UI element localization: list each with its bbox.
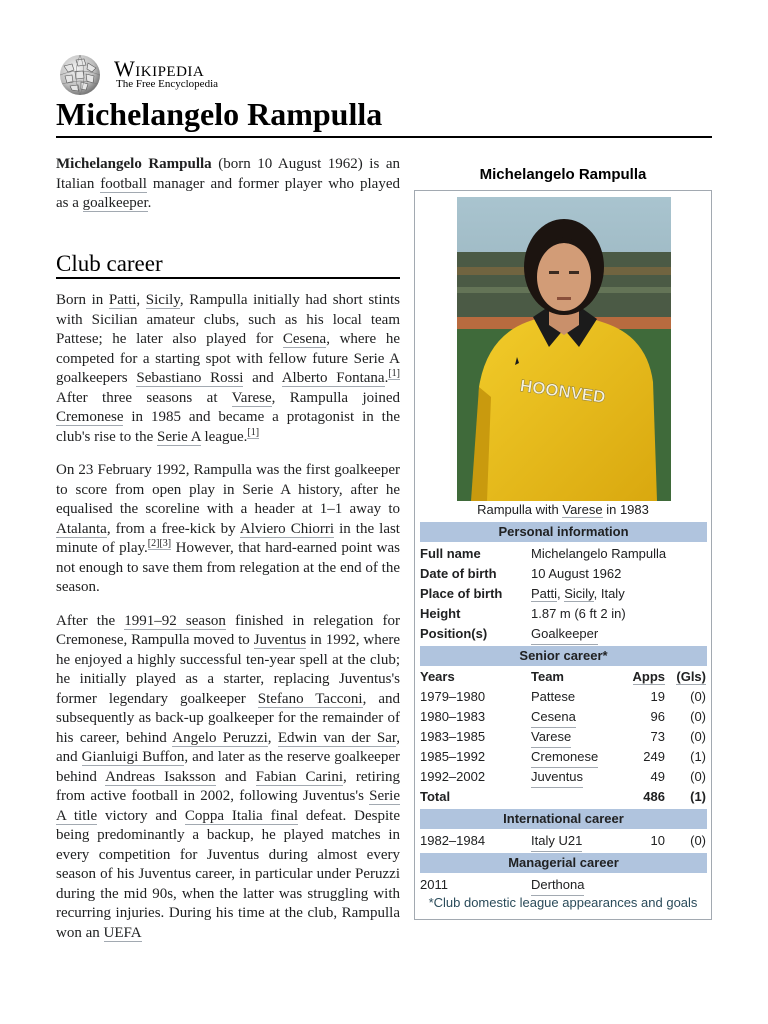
label: Full name bbox=[420, 546, 481, 561]
text: , and subsequently as back-up goalkeeper for the remainder of his career, behind bbox=[56, 690, 400, 746]
site-header bbox=[56, 54, 356, 96]
row-place-of-birth bbox=[420, 584, 707, 604]
text: , bbox=[267, 729, 278, 746]
value: 1.87 m (6 ft 2 in) bbox=[531, 606, 626, 621]
paragraph-2 bbox=[56, 461, 400, 598]
text: , retiring from active football in 2002, following Juventus's bbox=[56, 768, 400, 804]
apps: 19 bbox=[650, 689, 665, 704]
text: , Rampulla joined bbox=[271, 389, 400, 406]
link-stefano-tacconi[interactable]: Stefano Tacconi bbox=[257, 690, 363, 707]
row-height bbox=[420, 604, 707, 624]
text: in 1983 bbox=[602, 502, 649, 517]
infobox-footnote: *Club domestic league appearances and goals bbox=[428, 895, 698, 910]
paragraph-3 bbox=[56, 612, 400, 944]
text: , Rampulla initially had short stints with Sicilian amateur clubs, such as his local team Pattese; he later also played for bbox=[56, 292, 400, 347]
row-position bbox=[420, 624, 707, 644]
link-uefa[interactable]: UEFA bbox=[103, 924, 142, 941]
page-title: Michelangelo Rampulla bbox=[56, 96, 383, 132]
lead-paragraph bbox=[56, 155, 400, 214]
value: Michelangelo Rampulla bbox=[531, 546, 667, 561]
years: 2011 bbox=[420, 877, 448, 892]
citation-3[interactable]: [3] bbox=[159, 538, 172, 549]
text: (born 10 August 1962) is an Italian bbox=[56, 156, 400, 192]
senior-total-row bbox=[420, 787, 707, 807]
link-patti[interactable]: Patti bbox=[108, 292, 137, 308]
col-apps[interactable] bbox=[610, 667, 665, 687]
apps-link[interactable]: Apps bbox=[632, 669, 665, 684]
lead-bold-name: Michelangelo Rampulla bbox=[56, 156, 212, 172]
link-1991-92-season[interactable]: 1991–92 season bbox=[124, 612, 226, 629]
link-juventus[interactable]: Juventus bbox=[253, 632, 307, 648]
link-coppa-italia-final[interactable]: Coppa Italia final bbox=[184, 807, 299, 824]
photo-caption bbox=[415, 502, 711, 517]
team-link-italy-u21[interactable]: Italy U21 bbox=[531, 831, 582, 852]
total-apps: 486 bbox=[643, 789, 665, 804]
text: After three seasons at bbox=[56, 389, 232, 406]
text: On 23 February 1992, Rampulla was the first goalkeeper to score from open play in Serie A history, after he equalised the scoreline with a header at 1–1 away to bbox=[56, 462, 400, 517]
wikipedia-globe-icon[interactable] bbox=[56, 54, 104, 96]
wordmark-name[interactable]: Wikipedia bbox=[114, 56, 205, 81]
text: . bbox=[147, 195, 152, 211]
link-atalanta[interactable]: Atalanta bbox=[56, 520, 107, 537]
total-label: Total bbox=[420, 789, 451, 804]
section-heading-club-career: Club career bbox=[56, 250, 163, 276]
link-angelo-peruzzi[interactable]: Angelo Peruzzi bbox=[172, 729, 268, 746]
text: defeat. Despite being predominantly a backup, he played matches in every competition for Juventus during almost every season of his Juventus career, in particular under Peruzzi during the mid 90s, when the latter was struggling with recurring injuries. During his time at the club, Rampulla won an bbox=[56, 807, 400, 941]
link-goalkeeper[interactable]: goalkeeper bbox=[82, 195, 148, 211]
managerial-career-header: Managerial career bbox=[420, 853, 707, 873]
citation-1b[interactable]: [1] bbox=[247, 426, 260, 438]
label: Height bbox=[420, 606, 461, 621]
citation-1[interactable]: [1] bbox=[388, 368, 400, 379]
gls: (0) bbox=[690, 833, 706, 848]
table-row bbox=[420, 875, 707, 895]
gls: (0) bbox=[690, 769, 706, 784]
text: and bbox=[243, 370, 282, 386]
text: in 1992, where he enjoyed a highly successful ten-year spell at the club; he initially played as a starter, replacing Juventus's former legendary goalkeeper bbox=[56, 632, 401, 707]
apps: 10 bbox=[650, 833, 665, 848]
gls: (1) bbox=[690, 749, 706, 764]
years: 1982–1984 bbox=[420, 833, 486, 848]
link-gianluigi-buffon[interactable]: Gianluigi Buffon bbox=[81, 749, 185, 765]
text: league. bbox=[200, 428, 248, 445]
senior-career-header: Senior career* bbox=[420, 646, 707, 666]
link-football[interactable]: football bbox=[100, 175, 147, 192]
link-serie-a[interactable]: Serie A bbox=[157, 428, 201, 445]
row-date-of-birth bbox=[420, 564, 707, 584]
years: 1980–1983 bbox=[420, 709, 486, 724]
wordmark-tagline: The Free Encyclopedia bbox=[116, 78, 219, 90]
link-sicily[interactable]: Sicily bbox=[145, 292, 180, 308]
text: , where he competed for a starting spot with fellow future Serie A goalkeepers bbox=[56, 331, 400, 386]
text: finished in relegation for Cremonese, Rampulla moved to bbox=[56, 612, 400, 648]
table-row bbox=[420, 707, 707, 727]
link-andreas-isaksson[interactable]: Andreas Isaksson bbox=[105, 768, 216, 785]
infobox-caption: Michelangelo Rampulla bbox=[479, 166, 647, 183]
gls: (0) bbox=[690, 709, 706, 724]
team: Pattese bbox=[531, 689, 576, 704]
link-sebastiano-rossi[interactable]: Sebastiano Rossi bbox=[136, 370, 244, 386]
link-edwin-van-der-sar[interactable]: Edwin van der Sar bbox=[277, 729, 397, 746]
team-link-derthona[interactable]: Derthona bbox=[531, 875, 584, 896]
shirt-sponsor-text: HOONVED bbox=[518, 376, 607, 407]
total-gls: (1) bbox=[690, 789, 706, 804]
apps: 249 bbox=[643, 749, 665, 764]
infobox bbox=[414, 190, 712, 920]
label: Position(s) bbox=[420, 626, 488, 641]
years: 1983–1985 bbox=[420, 729, 486, 744]
link-sicily-infobox[interactable]: Sicily bbox=[564, 586, 594, 601]
value: 10 August 1962 bbox=[531, 566, 622, 581]
team-link-varese[interactable]: Varese bbox=[531, 727, 571, 748]
years: 1992–2002 bbox=[420, 769, 486, 784]
years: 1979–1980 bbox=[420, 689, 486, 704]
table-row bbox=[420, 831, 707, 851]
text: , bbox=[557, 586, 565, 601]
text: Rampulla with bbox=[477, 502, 563, 517]
link-goalkeeper-infobox[interactable]: Goalkeeper bbox=[531, 624, 598, 645]
gls-link[interactable]: (Gls) bbox=[676, 669, 706, 684]
title-divider bbox=[56, 136, 712, 138]
text: Born in bbox=[56, 292, 109, 308]
international-career-header: International career bbox=[420, 809, 707, 829]
value bbox=[531, 584, 625, 604]
link-varese-caption[interactable]: Varese bbox=[562, 502, 603, 517]
gls: (0) bbox=[690, 729, 706, 744]
apps: 96 bbox=[650, 709, 665, 724]
col-team: Team bbox=[531, 669, 564, 684]
text: , and bbox=[56, 729, 401, 765]
text: victory and bbox=[97, 807, 185, 824]
article-body bbox=[56, 155, 400, 957]
col-gls[interactable] bbox=[668, 667, 706, 687]
row-full-name bbox=[420, 544, 707, 564]
text: , Italy bbox=[593, 586, 625, 601]
text: in the last minute of play. bbox=[56, 520, 400, 556]
text: in 1985 and became a protagonist in the club's rise to the bbox=[56, 409, 400, 445]
label: Place of birth bbox=[420, 586, 503, 601]
personal-information-header: Personal information bbox=[420, 522, 707, 542]
link-alviero-chiorri[interactable]: Alviero Chiorri bbox=[239, 520, 335, 537]
section-divider bbox=[56, 277, 400, 279]
text: , and later as the reserve goalkeeper behind bbox=[56, 749, 400, 785]
text: , bbox=[136, 292, 146, 308]
link-cremonese[interactable]: Cremonese bbox=[56, 409, 124, 425]
table-row bbox=[420, 767, 707, 787]
text: However, that hard-earned point was not enough to save them from relegation at the end of the season. bbox=[56, 540, 400, 595]
team-link-juventus[interactable]: Juventus bbox=[531, 767, 583, 788]
team-link-cesena[interactable]: Cesena bbox=[531, 707, 576, 728]
link-fabian-carini[interactable]: Fabian Carini bbox=[255, 768, 344, 785]
table-row bbox=[420, 687, 707, 707]
table-row bbox=[420, 747, 707, 767]
text: After the bbox=[56, 612, 125, 629]
table-row bbox=[420, 727, 707, 747]
text: , from a free-kick by bbox=[106, 520, 240, 537]
gls: (0) bbox=[690, 689, 706, 704]
team-link-cremonese[interactable]: Cremonese bbox=[531, 747, 598, 768]
text: and bbox=[215, 768, 256, 785]
apps: 73 bbox=[650, 729, 665, 744]
years: 1985–1992 bbox=[420, 749, 486, 764]
text: manager and former player who played as a bbox=[56, 175, 400, 211]
link-cesena[interactable]: Cesena bbox=[282, 331, 327, 347]
label: Date of birth bbox=[420, 566, 497, 581]
paragraph-1 bbox=[56, 291, 400, 447]
link-serie-a-title[interactable]: Serie A title bbox=[56, 788, 400, 824]
link-patti-infobox[interactable]: Patti bbox=[531, 586, 558, 601]
link-varese[interactable]: Varese bbox=[231, 389, 272, 406]
citation-2[interactable]: [2] bbox=[147, 538, 160, 549]
player-photo[interactable] bbox=[457, 197, 671, 501]
text: . bbox=[384, 370, 389, 386]
apps: 49 bbox=[650, 769, 665, 784]
link-alberto-fontana[interactable]: Alberto Fontana bbox=[281, 370, 385, 386]
senior-career-columns bbox=[420, 667, 707, 687]
col-years: Years bbox=[420, 669, 455, 684]
